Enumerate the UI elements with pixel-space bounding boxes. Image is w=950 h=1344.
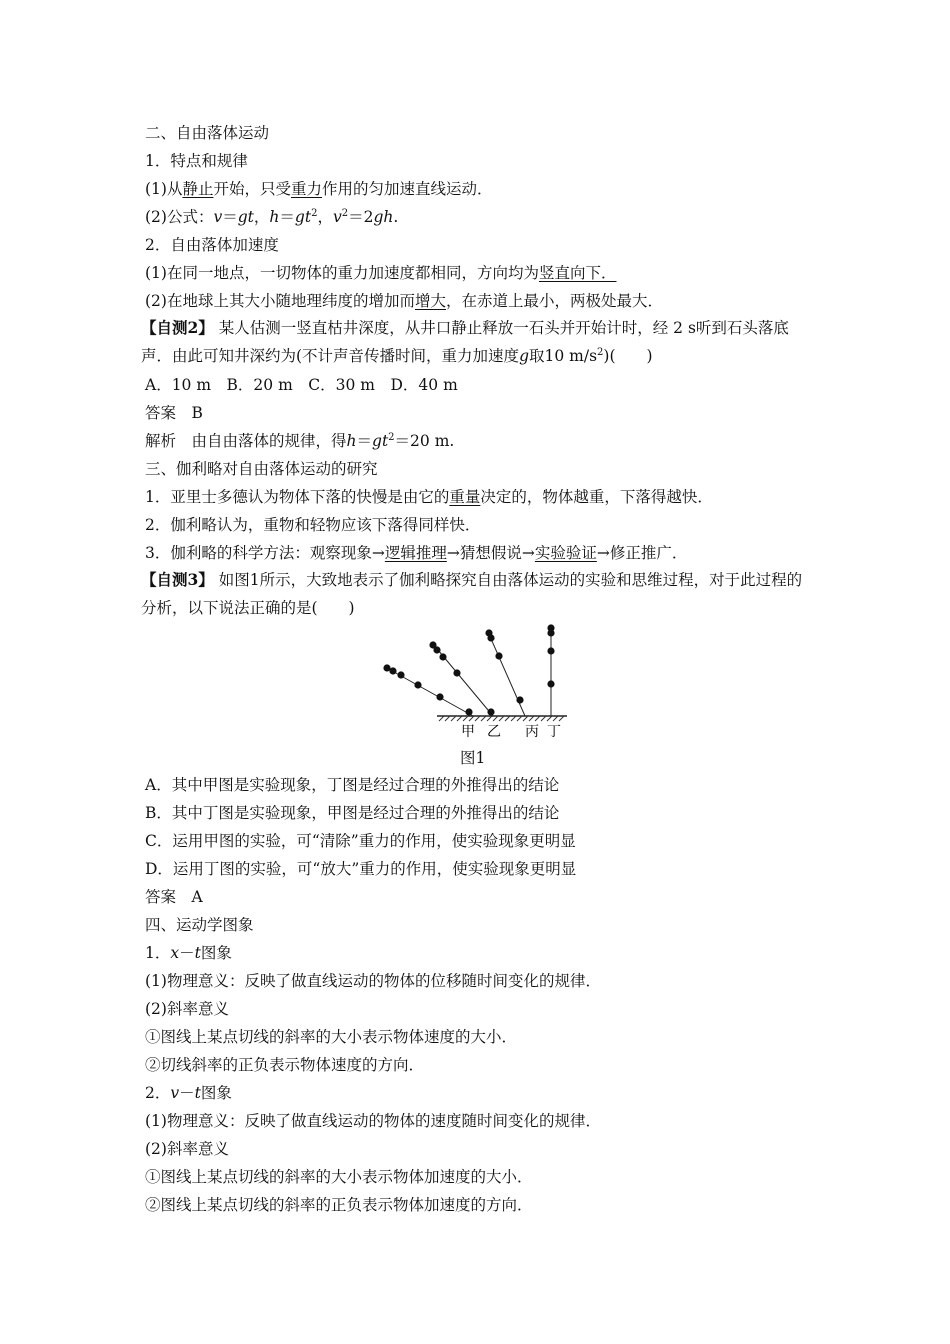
section-2-line-4: (2)在地球上其大小随地理纬度的增加而增大，在赤道上最小，两极处最大． <box>145 292 663 310</box>
section-4-line-5: (1)物理意义：反映了做直线运动的物体的速度随时间变化的规律． <box>145 1112 601 1130</box>
section-4-point-1: 1．x－t图象 <box>145 944 232 962</box>
section-4-title: 四、运动学图象 <box>145 916 254 934</box>
label-yi: 乙 <box>487 724 501 740</box>
question-2-options: A．10 m B．20 m C．30 m D．40 m <box>145 376 458 394</box>
section-4-line-6: (2)斜率意义 <box>145 1140 229 1158</box>
question-3-option-d: D．运用丁图的实验，可“放大”重力的作用，使实验现象更明显 <box>145 860 577 878</box>
question-2-answer: 答案 B <box>145 404 203 422</box>
question-2: 【自测2】 某人估测一竖直枯井深度，从井口静止释放一石头并开始计时，经 2 s听到石头落底声．由此可知井深约为(不计声音传播时间，重力加速度g取10 $m/s^2$)( ) <box>141 318 789 365</box>
question-2-explanation: 解析 由自由落体的规律，得$h=gt^2=20$ m. <box>145 432 455 450</box>
section-4-line-2: (2)斜率意义 <box>145 1000 229 1018</box>
section-3-line-2: 2．伽利略认为，重物和轻物应该下落得同样快． <box>145 516 481 534</box>
label-ding: 丁 <box>547 724 561 740</box>
balls <box>383 624 554 715</box>
section-4-point-2: 2．v－t图象 <box>145 1084 232 1102</box>
section-4-line-1: (1)物理意义：反映了做直线运动的物体的位移随时间变化的规律． <box>145 972 601 990</box>
section-4-line-8: ②图线上某点切线的斜率的正负表示物体加速度的方向． <box>145 1196 533 1214</box>
label-bing: 丙 <box>525 724 539 740</box>
section-2-line-3: (1)在同一地点，一切物体的重力加速度都相同，方向均为竖直向下． <box>145 264 617 282</box>
question-3-answer: 答案 A <box>145 888 203 906</box>
section-3-line-1: 1．亚里士多德认为物体下落的快慢是由它的重量决定的，物体越重，下落得越快． <box>145 488 713 506</box>
question-3-option-c: C．运用甲图的实验，可“清除”重力的作用，使实验现象更明显 <box>145 832 576 850</box>
question-3: 【自测3】 如图1所示，大致地表示了伽利略探究自由落体运动的实验和思维过程，对于此过程的分析，以下说法正确的是( ) <box>141 570 803 617</box>
section-4-line-4: ②切线斜率的正负表示物体速度的方向． <box>145 1056 425 1074</box>
section-3-line-3: 3．伽利略的科学方法：观察现象→逻辑推理→猜想假说→实验验证→修正推广． <box>145 544 688 562</box>
figure-caption: 图1 <box>460 749 486 767</box>
section-3-title: 三、伽利略对自由落体运动的研究 <box>145 460 378 478</box>
section-2-line-1: (1)从静止开始，只受重力作用的匀加速直线运动． <box>145 180 493 198</box>
section-4-line-3: ①图线上某点切线的斜率的大小表示物体速度的大小． <box>145 1028 518 1046</box>
section-2-point-1: 1．特点和规律 <box>145 152 248 170</box>
question-3-option-a: A．其中甲图是实验现象，丁图是经过合理的外推得出的结论 <box>145 776 560 794</box>
label-jia: 甲 <box>461 724 475 740</box>
section-2-formula: (2)公式：v＝gt，$h=gt^2$，$v^2=2gh$. <box>145 208 399 226</box>
question-3-option-b: B．其中丁图是实验现象，甲图是经过合理的外推得出的结论 <box>145 804 560 822</box>
section-4-line-7: ①图线上某点切线的斜率的大小表示物体加速度的大小． <box>145 1168 533 1186</box>
section-2-point-2: 2．自由落体加速度 <box>145 236 279 254</box>
section-2-title: 二、自由落体运动 <box>145 124 270 142</box>
